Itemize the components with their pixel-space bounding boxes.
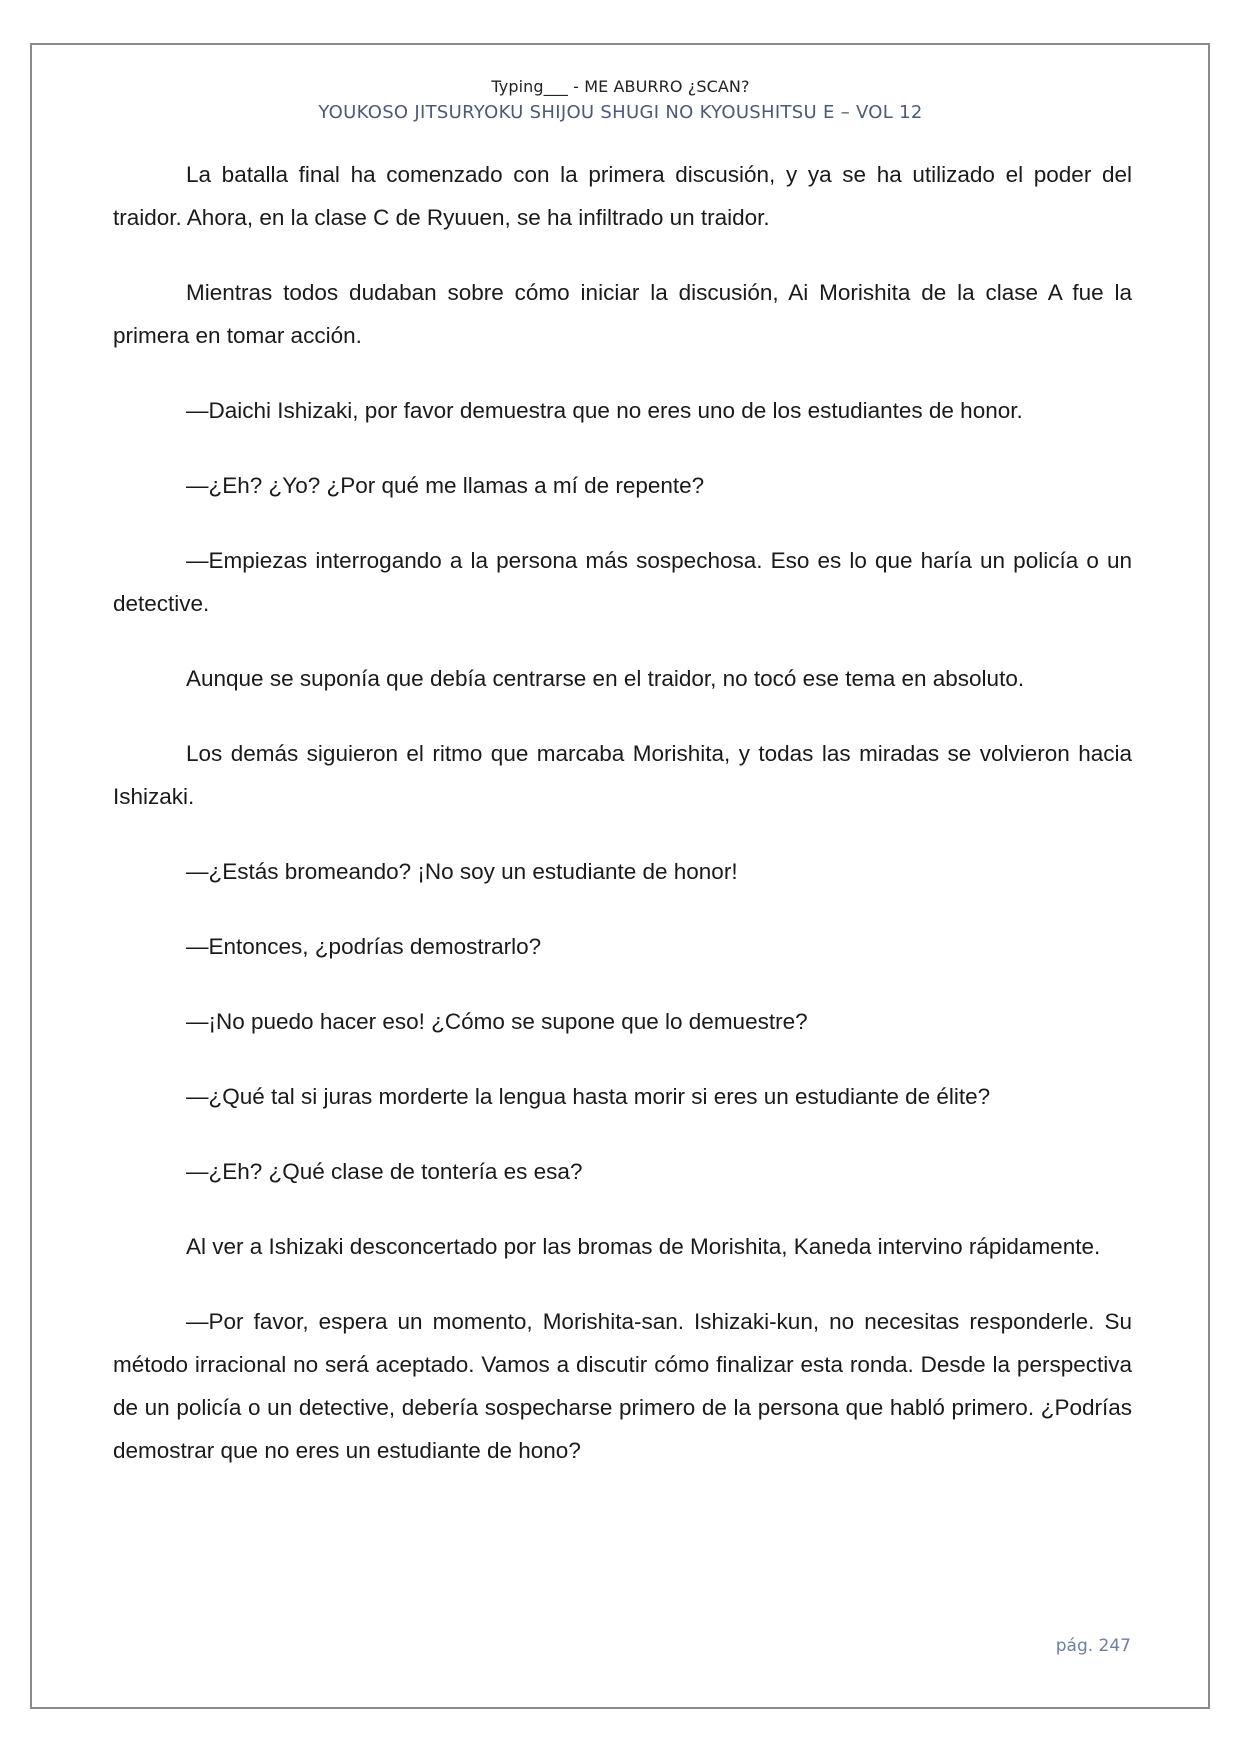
page-number: pág. 247 — [1055, 1636, 1131, 1656]
page-body — [113, 153, 1132, 1504]
paragraph: —¿Eh? ¿Yo? ¿Por qué me llamas a mí de repente? — [186, 473, 705, 498]
paragraph: —¿Qué tal si juras morderte la lengua hasta morir si eres un estudiante de élite? — [186, 1084, 991, 1109]
paragraph: —¡No puedo hacer eso! ¿Cómo se supone que lo demuestre? — [186, 1009, 808, 1034]
paragraph: —Empiezas interrogando a la persona más sospechosa. Eso es lo que haría un policía o un detective. — [113, 548, 1132, 616]
paragraph: —Por favor, espera un momento, Morishita-san. Ishizaki-kun, no necesitas responderle. Su método irracional no será aceptado. Vamos a discutir cómo finalizar esta ronda. Desde la perspectiva de un policía o un detective, debería sospecharse primero de la persona que habló primero. ¿Podrías demostrar que no eres un estudiante de hono? — [113, 1309, 1132, 1463]
paragraph: Mientras todos dudaban sobre cómo iniciar la discusión, Ai Morishita de la clase A fue la primera en tomar acción. — [113, 280, 1132, 348]
paragraph: Al ver a Ishizaki desconcertado por las bromas de Morishita, Kaneda intervino rápidamente. — [186, 1234, 1101, 1259]
paragraph: —Daichi Ishizaki, por favor demuestra que no eres uno de los estudiantes de honor. — [186, 398, 1023, 423]
paragraph: —Entonces, ¿podrías demostrarlo? — [186, 934, 542, 959]
paragraph: La batalla final ha comenzado con la primera discusión, y ya se ha utilizado el poder del traidor. Ahora, en la clase C de Ryuuen, se ha infiltrado un traidor. — [113, 162, 1132, 230]
paragraph: Los demás siguieron el ritmo que marcaba Morishita, y todas las miradas se volvieron hacia Ishizaki. — [113, 741, 1132, 809]
header-scan-credit: Typing___ - ME ABURRO ¿SCAN? — [491, 77, 750, 96]
header-book-title: YOUKOSO JITSURYOKU SHIJOU SHUGI NO KYOUSHITSU E – VOL 12 — [318, 102, 923, 123]
paragraph: Aunque se suponía que debía centrarse en el traidor, no tocó ese tema en absoluto. — [186, 666, 1025, 691]
paragraph: —¿Eh? ¿Qué clase de tontería es esa? — [186, 1159, 583, 1184]
paragraph: —¿Estás bromeando? ¡No soy un estudiante de honor! — [186, 859, 738, 884]
